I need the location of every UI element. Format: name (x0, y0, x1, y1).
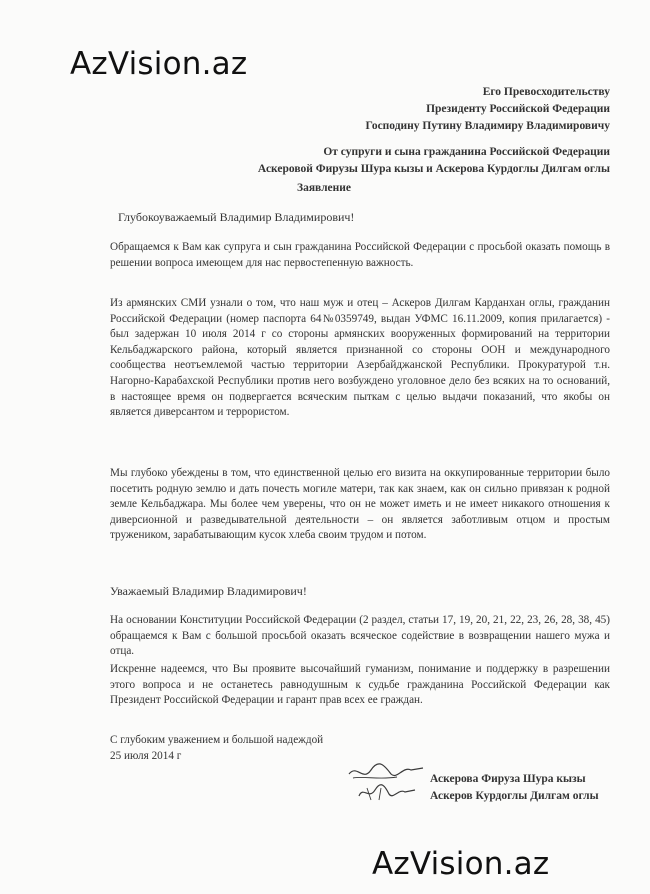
sender-block (258, 144, 610, 178)
addressee-block (366, 84, 610, 135)
addressee-line-3: Господину Путину Владимиру Владимировичу (365, 120, 610, 132)
salutation-first: Глубокоуважаемый Владимир Владимирович! (118, 210, 355, 224)
sender-line-1: От супруги и сына гражданина Российской Федерации (323, 146, 610, 158)
watermark-bottom: AzVision.az (372, 846, 550, 882)
paragraph-conviction: Мы глубоко убеждены в том, что единственной целью его визита на оккупированные территории было посетить родную землю и дать почесть могиле матери, так как знаем, как он сильно привязан к родной земле Кельбаджара. Мы более чем уверены, что он не может иметь и не имеет никакого отношения к диверсионной и разведывательной деятельности – он является заботливым отцом и простым тружеником, зарабатывающим кусок хлеба своим трудом и потом. (110, 467, 610, 542)
handwritten-signatures (345, 760, 430, 805)
signer-1: Аскерова Фируза Шура кызы (430, 773, 586, 785)
salutation-second: Уважаемый Владимир Владимирович! (110, 584, 307, 598)
signer-2: Аскеров Курдоглы Дилгам оглы (430, 790, 599, 802)
closing-line: С глубоким уважением и большой надеждой (110, 734, 324, 746)
closing-date: 25 июля 2014 г (110, 750, 182, 762)
paragraph-constitution: На основании Конституции Российской Федерации (2 раздел, статьи 17, 19, 20, 21, 22, 23, 26, 28, 38, 45) обращаемся к Вам с большой просьбой оказать всяческое содействие в возвращении нашего мужа и отца. (110, 614, 610, 658)
document-title: Заявление (297, 182, 352, 194)
paragraph-detention: Из армянских СМИ узнали о том, что наш муж и отец – Аскеров Дилгам Карданхан оглы, гражданин Российской Федерации (номер паспорта 64№0359749, выдан УФМС 16.11.2009, копия прилагается) - был задержан 10 июля 2014 г со стороны армянских вооруженных формирований на территории Кельбаджарского района, который является признанной со стороны ООН и международного сообщества неотъемлемой частью территории Азербайджанской Республики. Прокуратурой т.н. Нагорно-Карабахской Республики против него возбуждено уголовное дело без всяких на то оснований, в настоящее время он подвергается всяческим пыткам с целью выдачи показаний, что якобы он является диверсантом и террористом. (110, 297, 610, 419)
sender-line-2: Аскеровой Фирузы Шура кызы и Аскерова Курдоглы Дилгам оглы (257, 163, 610, 175)
watermark-top: AzVision.az (70, 46, 248, 82)
paragraph-hope: Искренне надеемся, что Вы проявите высочайший гуманизм, понимание и поддержку в разрешении этого вопроса и не останетесь равнодушным к судьбе гражданина Российской Федерации как Президент Российской Федерации и гарант прав всех ее граждан. (110, 663, 610, 707)
closing-block (110, 732, 323, 764)
paragraph-request: Обращаемся к Вам как супруга и сын гражданина Российской Федерации с просьбой оказать помощь в решении вопроса имеющем для нас первостепенную важность. (110, 241, 610, 269)
signers-block (430, 771, 599, 805)
addressee-line-2: Президенту Российской Федерации (426, 103, 610, 115)
addressee-line-1: Его Превосходительству (482, 86, 610, 98)
